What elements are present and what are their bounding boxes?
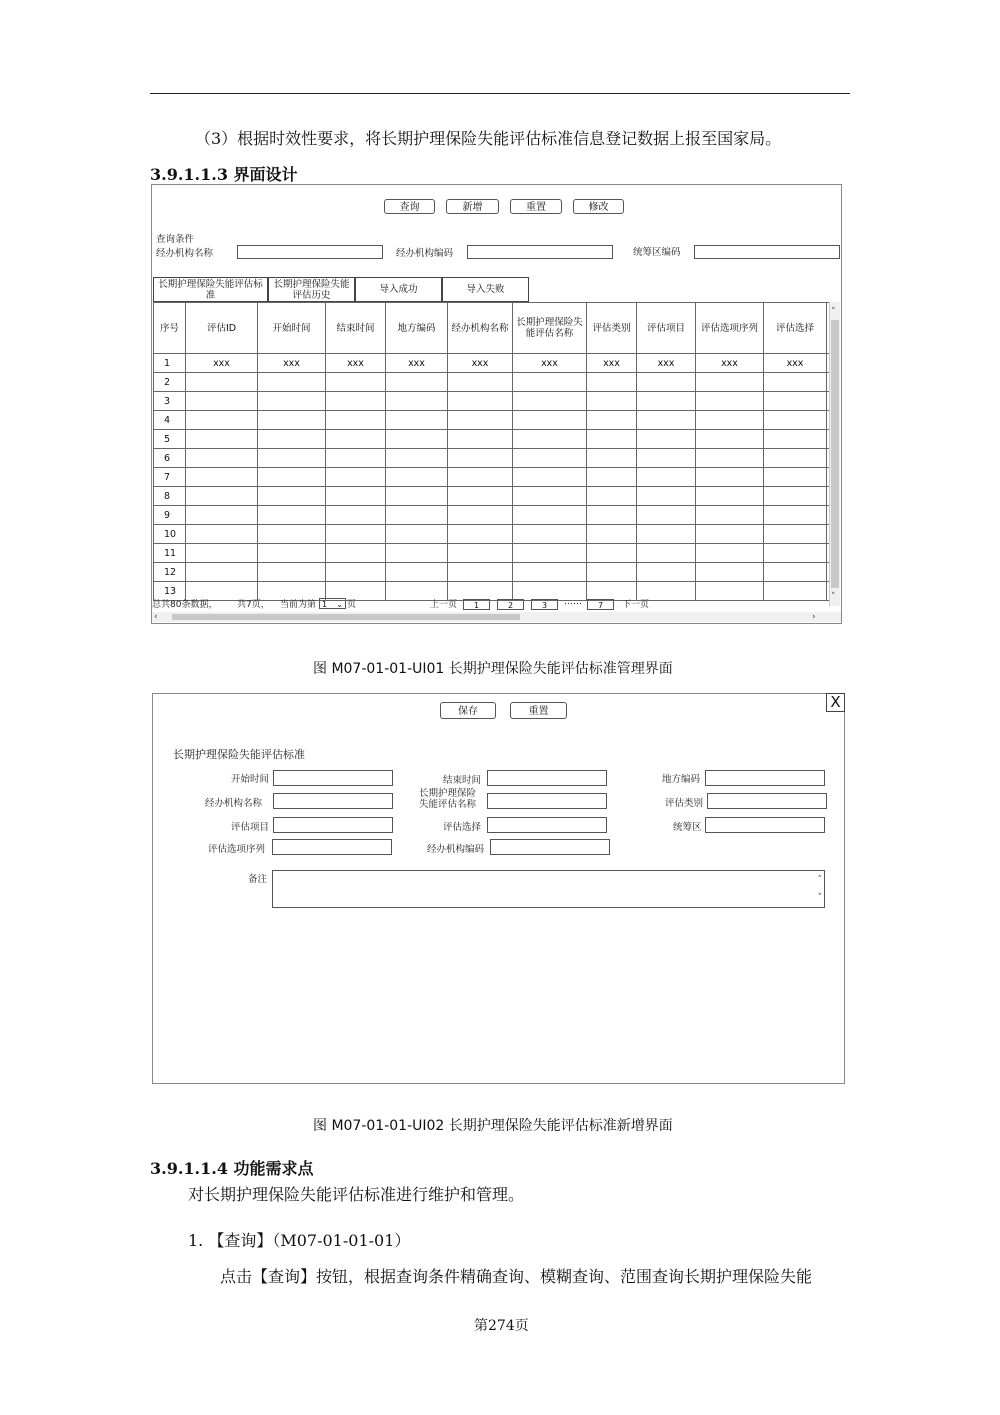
page-2-button[interactable]: 2	[497, 599, 524, 610]
table-cell	[258, 373, 326, 392]
table-cell	[513, 563, 587, 582]
table-cell	[513, 506, 587, 525]
tab-history[interactable]: 长期护理保险失能评估历史	[268, 277, 355, 302]
query-description: 点击【查询】按钮，根据查询条件精确查询、模糊查询、范围查询长期护理保险失能	[220, 1267, 813, 1286]
table-cell	[696, 525, 764, 544]
table-cell	[764, 430, 827, 449]
add-dialog	[152, 693, 845, 1084]
table-cell: xxx	[448, 354, 513, 373]
horizontal-scrollbar[interactable]	[152, 612, 841, 622]
page-select[interactable]	[319, 598, 346, 609]
table-cell	[326, 373, 386, 392]
next-page-link[interactable]: 下一页	[622, 600, 650, 610]
table-cell: 10	[154, 525, 186, 544]
list-item-query: 1. 【查询】（M07-01-01-01）	[188, 1231, 411, 1250]
table-cell	[587, 525, 637, 544]
table-cell: 9	[154, 506, 186, 525]
category-label: 评估类别	[665, 798, 704, 809]
table-row[interactable]	[154, 373, 832, 392]
table-cell	[587, 544, 637, 563]
table-cell	[258, 563, 326, 582]
table-cell: 11	[154, 544, 186, 563]
table-cell	[326, 544, 386, 563]
table-cell	[637, 506, 696, 525]
textarea-scroll-up-icon[interactable]: ˄	[817, 875, 822, 885]
table-cell	[386, 392, 448, 411]
scroll-thumb-horizontal[interactable]	[172, 614, 520, 620]
end-time-label: 结束时间	[443, 775, 482, 786]
table-cell	[258, 487, 326, 506]
table-cell	[386, 563, 448, 582]
table-cell	[696, 449, 764, 468]
table-row[interactable]	[154, 487, 832, 506]
table-cell	[764, 392, 827, 411]
add-button[interactable]: 新增	[446, 199, 499, 214]
table-cell	[386, 449, 448, 468]
pager-total: 总共80条数据，	[152, 600, 218, 610]
table-cell	[696, 544, 764, 563]
table-cell	[587, 506, 637, 525]
region-label: 统筹区	[673, 822, 702, 833]
pager-ellipsis: ……	[564, 597, 582, 607]
table-cell: xxx	[513, 354, 587, 373]
org-name-input-2[interactable]	[273, 793, 393, 809]
table-cell	[587, 373, 637, 392]
region-code-label: 统筹区编码	[633, 247, 681, 258]
option-seq-input[interactable]	[272, 839, 392, 855]
table-cell	[386, 525, 448, 544]
org-code-label: 经办机构编码	[396, 248, 454, 259]
table-cell	[186, 525, 258, 544]
table-cell	[696, 582, 764, 601]
table-cell	[186, 506, 258, 525]
pager-suffix: 页	[347, 600, 357, 610]
org-code-label-2: 经办机构编码	[427, 844, 485, 855]
form-title: 长期护理保险失能评估标准	[173, 748, 305, 761]
table-row[interactable]	[154, 525, 832, 544]
column-header: 经办机构名称	[448, 303, 513, 354]
table-cell	[258, 506, 326, 525]
table-cell: xxx	[587, 354, 637, 373]
table-cell	[258, 544, 326, 563]
local-code-input[interactable]	[705, 770, 825, 786]
table-cell	[448, 506, 513, 525]
table-cell: xxx	[696, 354, 764, 373]
page-number: 第274页	[474, 1318, 529, 1334]
eval-name-label: 长期护理保险失能评估名称	[419, 788, 477, 810]
table-cell: 3	[154, 392, 186, 411]
table-cell	[386, 411, 448, 430]
table-cell: xxx	[386, 354, 448, 373]
org-name-label-2: 经办机构名称	[205, 798, 263, 809]
table-cell	[587, 430, 637, 449]
table-cell	[587, 563, 637, 582]
management-screen	[151, 184, 842, 624]
region-input[interactable]	[705, 817, 825, 833]
table-cell	[258, 525, 326, 544]
standards-table	[153, 302, 832, 601]
table-cell	[186, 392, 258, 411]
table-cell	[386, 373, 448, 392]
table-cell	[637, 544, 696, 563]
table-cell	[637, 373, 696, 392]
table-cell	[764, 468, 827, 487]
item-label: 评估项目	[231, 822, 270, 833]
table-cell	[637, 563, 696, 582]
pager-pages: 共7页，	[237, 600, 270, 610]
table-cell: 1	[154, 354, 186, 373]
query-button[interactable]: 查询	[384, 199, 435, 214]
table-cell	[637, 468, 696, 487]
figure-caption-2: 图 M07-01-01-UI02 长期护理保险失能评估标准新增界面	[313, 1118, 673, 1134]
column-header: 序号	[154, 303, 186, 354]
table-cell	[513, 430, 587, 449]
table-row[interactable]	[154, 392, 832, 411]
intro-paragraph: （3）根据时效性要求，将长期护理保险失能评估标准信息登记数据上报至国家局。	[195, 129, 782, 148]
table-cell	[696, 563, 764, 582]
table-cell	[326, 449, 386, 468]
table-cell	[186, 449, 258, 468]
choice-label: 评估选择	[443, 822, 482, 833]
table-cell: 5	[154, 430, 186, 449]
tab-import-failed[interactable]: 导入失败	[442, 277, 529, 302]
table-cell	[186, 373, 258, 392]
section-heading-func: 3.9.1.1.4 功能需求点	[150, 1159, 314, 1178]
scroll-right-icon[interactable]: ›	[812, 612, 816, 622]
table-cell	[764, 373, 827, 392]
table-cell	[764, 582, 827, 601]
table-cell	[326, 468, 386, 487]
table-cell	[326, 430, 386, 449]
table-cell	[448, 449, 513, 468]
table-cell	[448, 487, 513, 506]
table-row[interactable]	[154, 468, 832, 487]
table-cell	[386, 544, 448, 563]
table-cell	[258, 411, 326, 430]
table-cell	[448, 430, 513, 449]
table-cell: 2	[154, 373, 186, 392]
end-time-input[interactable]	[487, 770, 607, 786]
column-header: 评估选项序列	[696, 303, 764, 354]
remark-textarea[interactable]	[272, 870, 825, 908]
table-cell	[696, 392, 764, 411]
pager-current-label: 当前为第	[280, 600, 317, 610]
scroll-thumb[interactable]	[831, 320, 839, 588]
reset-button[interactable]: 重置	[510, 199, 562, 214]
table-cell	[513, 525, 587, 544]
table-cell	[587, 487, 637, 506]
table-cell	[764, 544, 827, 563]
table-cell	[258, 430, 326, 449]
table-cell	[258, 449, 326, 468]
tab-import-success[interactable]: 导入成功	[355, 277, 442, 302]
column-header: 结束时间	[326, 303, 386, 354]
table-cell	[513, 544, 587, 563]
table-cell: xxx	[764, 354, 827, 373]
table-cell	[587, 411, 637, 430]
table-cell: 13	[154, 582, 186, 601]
column-header: 地方编码	[386, 303, 448, 354]
start-time-input[interactable]	[273, 770, 393, 786]
function-description: 对长期护理保险失能评估标准进行维护和管理。	[188, 1185, 525, 1204]
page-3-button[interactable]: 3	[531, 599, 558, 610]
save-button[interactable]: 保存	[440, 702, 496, 719]
remark-label: 备注	[248, 874, 268, 885]
figure-caption-1: 图 M07-01-01-UI01 长期护理保险失能评估标准管理界面	[313, 661, 673, 677]
table-cell: 12	[154, 563, 186, 582]
table-cell	[386, 487, 448, 506]
table-cell	[696, 487, 764, 506]
table-cell	[764, 411, 827, 430]
table-cell	[448, 468, 513, 487]
table-cell	[513, 487, 587, 506]
section-heading-ui: 3.9.1.1.3 界面设计	[150, 165, 298, 184]
table-cell: 6	[154, 449, 186, 468]
query-conditions-title: 查询条件	[156, 234, 195, 245]
table-cell	[587, 392, 637, 411]
vertical-scrollbar[interactable]	[829, 302, 840, 606]
textarea-scroll-down-icon[interactable]: ˅	[817, 893, 822, 903]
table-cell	[696, 468, 764, 487]
table-cell: 8	[154, 487, 186, 506]
region-code-input[interactable]	[694, 245, 840, 259]
table-cell	[258, 468, 326, 487]
table-cell	[386, 430, 448, 449]
table-cell	[326, 411, 386, 430]
table-cell	[764, 506, 827, 525]
table-row[interactable]	[154, 430, 832, 449]
table-cell	[186, 544, 258, 563]
table-cell	[764, 449, 827, 468]
table-cell	[186, 411, 258, 430]
page-7-button[interactable]: 7	[587, 599, 614, 610]
table-cell	[326, 563, 386, 582]
org-code-input-2[interactable]	[490, 839, 610, 855]
table-cell	[696, 506, 764, 525]
choice-input[interactable]	[487, 817, 607, 833]
table-cell	[696, 411, 764, 430]
table-cell	[637, 392, 696, 411]
eval-name-input[interactable]	[487, 793, 607, 809]
prev-page-link[interactable]: 上一页	[430, 600, 458, 610]
table-cell: 7	[154, 468, 186, 487]
table-header-row	[154, 303, 832, 354]
table-cell	[448, 582, 513, 601]
start-time-label: 开始时间	[231, 774, 270, 785]
table-cell	[386, 468, 448, 487]
table-cell	[764, 487, 827, 506]
table-cell	[448, 373, 513, 392]
table-cell	[258, 392, 326, 411]
table-cell	[448, 544, 513, 563]
page-1-button[interactable]: 1	[463, 599, 490, 610]
chevron-down-icon: ⌄	[336, 600, 343, 609]
header-rule	[150, 93, 850, 94]
table-cell	[513, 449, 587, 468]
local-code-label: 地方编码	[662, 774, 701, 785]
table-row[interactable]	[154, 354, 832, 373]
org-code-input[interactable]	[467, 245, 613, 259]
table-cell: xxx	[637, 354, 696, 373]
dialog-reset-button[interactable]: 重置	[510, 702, 567, 719]
table-cell	[186, 487, 258, 506]
table-cell	[326, 487, 386, 506]
table-row[interactable]	[154, 411, 832, 430]
table-cell: 4	[154, 411, 186, 430]
column-header: 长期护理保险失能评估名称	[513, 303, 587, 354]
column-header: 开始时间	[258, 303, 326, 354]
table-cell	[326, 525, 386, 544]
table-cell	[448, 525, 513, 544]
org-name-input[interactable]	[237, 245, 383, 259]
table-cell	[326, 506, 386, 525]
table-cell	[764, 563, 827, 582]
table-cell	[764, 525, 827, 544]
table-cell	[448, 392, 513, 411]
table-cell	[637, 430, 696, 449]
table-cell	[513, 373, 587, 392]
table-cell	[513, 468, 587, 487]
edit-button[interactable]: 修改	[573, 199, 624, 214]
table-cell: xxx	[186, 354, 258, 373]
tab-standard[interactable]: 长期护理保险失能评估标准	[153, 277, 268, 302]
column-header: 评估ID	[186, 303, 258, 354]
scroll-up-icon[interactable]: ˄	[831, 307, 836, 317]
table-cell	[696, 430, 764, 449]
org-name-label: 经办机构名称	[156, 248, 214, 259]
table-cell	[448, 563, 513, 582]
table-cell	[448, 411, 513, 430]
scroll-down-icon[interactable]: ˅	[831, 592, 836, 602]
table-row[interactable]	[154, 544, 832, 563]
table-cell	[513, 411, 587, 430]
option-seq-label: 评估选项序列	[208, 844, 266, 855]
table-row[interactable]	[154, 563, 832, 582]
scroll-left-icon[interactable]: ‹	[154, 612, 158, 622]
table-cell: xxx	[326, 354, 386, 373]
table-row[interactable]	[154, 506, 832, 525]
table-cell	[186, 563, 258, 582]
table-row[interactable]	[154, 449, 832, 468]
page-select-value: 1	[322, 600, 328, 609]
table-cell	[386, 506, 448, 525]
table-cell	[186, 430, 258, 449]
table-cell	[587, 468, 637, 487]
table-cell	[326, 392, 386, 411]
column-header: 评估类别	[587, 303, 637, 354]
table-cell	[637, 487, 696, 506]
table-cell	[637, 449, 696, 468]
table-cell	[696, 373, 764, 392]
table-cell	[637, 411, 696, 430]
table-cell	[637, 525, 696, 544]
close-icon[interactable]: X	[826, 693, 845, 712]
table-cell	[513, 392, 587, 411]
table-cell	[587, 449, 637, 468]
table-cell: xxx	[258, 354, 326, 373]
table-cell	[186, 468, 258, 487]
category-input[interactable]	[707, 793, 827, 809]
item-input[interactable]	[273, 817, 393, 833]
column-header: 评估选择	[764, 303, 827, 354]
column-header: 评估项目	[637, 303, 696, 354]
